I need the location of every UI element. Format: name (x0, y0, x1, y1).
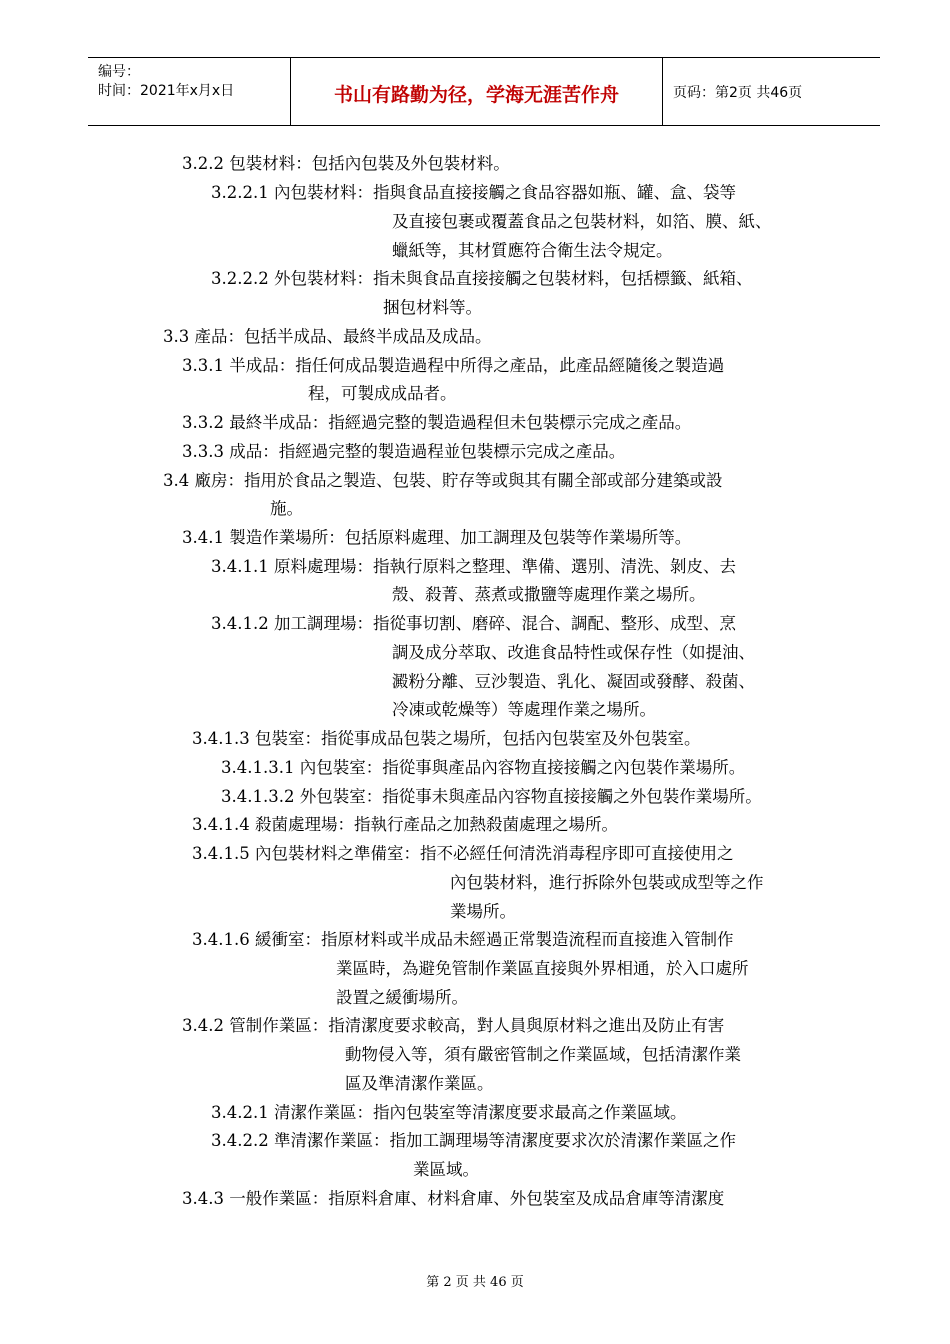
text-line: 3.2.2.2 外包裝材料：指未與食品直接接觸之包裝材料，包括標籤、紙箱、 (211, 269, 753, 288)
text-line: 3.4.1.4 殺菌處理場：指執行產品之加熱殺菌處理之場所。 (192, 815, 618, 834)
page-header (88, 57, 880, 126)
text-line: 業區時，為避免管制作業區直接與外界相通，於入口處所 (336, 959, 749, 978)
text-line: 3.2.2.1 內包裝材料：指與食品直接接觸之食品容器如瓶、罐、盒、袋等 (211, 183, 736, 202)
text-line: 3.4.2 管制作業區：指清潔度要求較高，對人員與原材料之進出及防止有害 (182, 1016, 725, 1035)
text-line: 3.4.2.1 清潔作業區：指內包裝室等清潔度要求最高之作業區域。 (211, 1103, 687, 1122)
text-line: 殼、殺菁、蒸煮或撒鹽等處理作業之場所。 (392, 585, 706, 604)
text-line: 3.3 產品：包括半成品、最終半成品及成品。 (163, 327, 492, 346)
page-footer: 第 2 页 共 46 页 (426, 1275, 524, 1290)
text-line: 業區域。 (413, 1160, 479, 1179)
text-line: 調及成分萃取、改進食品特性或保存性（如提油、 (392, 643, 755, 662)
text-line: 3.4.1.2 加工調理場：指從事切割、磨碎、混合、調配、整形、成型、烹 (211, 614, 736, 633)
text-line: 3.4.1.3.1 內包裝室：指從事與產品內容物直接接觸之內包裝作業場所。 (221, 758, 746, 777)
text-line: 區及準清潔作業區。 (345, 1074, 494, 1093)
header-page-cell (663, 58, 880, 125)
text-line: 3.4.1.3 包裝室：指從事成品包裝之場所，包括內包裝室及外包裝室。 (192, 729, 701, 748)
text-line: 3.4.1 製造作業場所：包括原料處理、加工調理及包裝等作業場所等。 (182, 528, 692, 547)
text-line: 3.3.3 成品：指經過完整的製造過程並包裝標示完成之產品。 (182, 442, 626, 461)
text-line: 3.4.1.1 原料處理場：指執行原料之整理、準備、選別、清洗、剝皮、去 (211, 557, 736, 576)
header-meta-cell (88, 58, 291, 125)
page-number-label: 页码：第2页 共46页 (673, 85, 803, 101)
text-line: 蠟紙等，其材質應符合衛生法令規定。 (392, 241, 673, 260)
text-line: 3.2.2 包裝材料：包括內包裝及外包裝材料。 (182, 154, 510, 173)
header-motto-cell (291, 58, 663, 125)
time-label: 时间：2021年x月x日 (98, 83, 235, 99)
text-line: 3.4.2.2 準清潔作業區：指加工調理場等清潔度要求次於清潔作業區之作 (211, 1131, 736, 1150)
text-line: 程，可製成成品者。 (308, 384, 457, 403)
text-line: 及直接包裹或覆蓋食品之包裝材料，如箔、膜、紙、 (392, 212, 772, 231)
text-line: 捆包材料等。 (383, 298, 482, 317)
text-line: 3.4.1.6 緩衝室：指原材料或半成品未經過正常製造流程而直接進入管制作 (192, 930, 734, 949)
text-line: 3.4.3 一般作業區：指原料倉庫、材料倉庫、外包裝室及成品倉庫等清潔度 (182, 1189, 725, 1208)
text-line: 動物侵入等，須有嚴密管制之作業區域，包括清潔作業 (345, 1045, 741, 1064)
text-line: 澱粉分離、豆沙製造、乳化、凝固或發酵、殺菌、 (392, 672, 755, 691)
text-line: 3.4.1.3.2 外包裝室：指從事未與產品內容物直接接觸之外包裝作業場所。 (221, 787, 762, 806)
number-label: 编号： (98, 64, 140, 80)
text-line: 內包裝材料，進行拆除外包裝或成型等之作 (450, 873, 764, 892)
text-line: 3.3.2 最終半成品：指經過完整的製造過程但未包裝標示完成之產品。 (182, 413, 692, 432)
text-line: 3.4 廠房：指用於食品之製造、包裝、貯存等或與其有關全部或部分建築或設 (163, 471, 723, 490)
text-line: 施。 (270, 499, 303, 518)
text-line: 3.4.1.5 內包裝材料之準備室：指不必經任何清洗消毒程序即可直接使用之 (192, 844, 734, 863)
text-line: 3.3.1 半成品：指任何成品製造過程中所得之產品，此產品經隨後之製造過 (182, 356, 725, 375)
text-line: 設置之緩衝場所。 (336, 988, 468, 1007)
text-line: 業場所。 (450, 902, 516, 921)
text-line: 冷凍或乾燥等）等處理作業之場所。 (392, 700, 656, 719)
motto-text: 书山有路勤为径，学海无涯苦作舟 (333, 84, 619, 106)
